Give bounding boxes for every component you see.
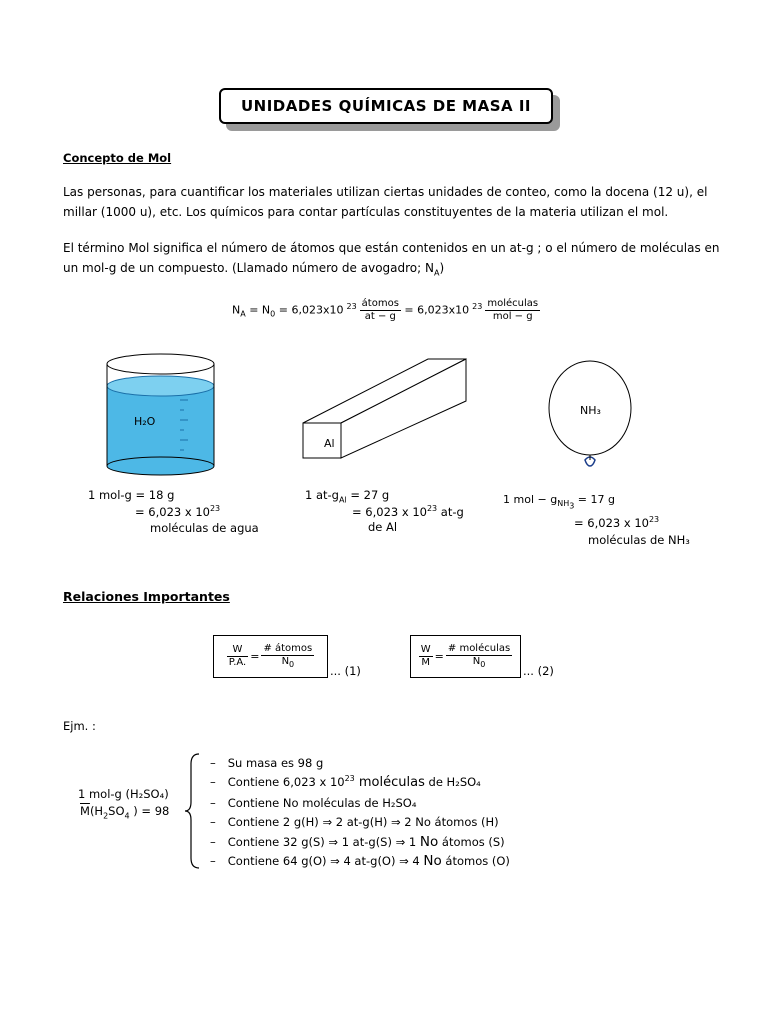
item-dash: – (210, 815, 216, 829)
water-caption-line2 (135, 504, 220, 519)
paragraph-mol-definition (63, 238, 723, 283)
item-dash: – (210, 756, 216, 770)
relation1-tag: ... (1) (330, 664, 361, 678)
page-title (219, 88, 553, 124)
example-compound: 1 mol-g (H₂SO₄) (78, 787, 169, 801)
example-item-6 (210, 853, 510, 869)
nh3-caption-sub-nh: NH (557, 499, 570, 509)
water-caption-line3: moléculas de agua (150, 521, 259, 535)
beaker-rim (107, 354, 214, 374)
nh3-caption-value: = 6,023 x 10 (574, 515, 649, 530)
relation2-left-num: W (420, 644, 431, 655)
balloon-label: NH₃ (580, 404, 601, 417)
formula-exp2: 23 (472, 301, 483, 311)
nh3-caption-molg: 1 mol − g (503, 493, 558, 506)
molar-mass-sub2: 4 (124, 811, 130, 821)
relation1-right-den-n: N (281, 655, 290, 667)
paragraph-intro: Las personas, para cuantificar los materiales utilizan ciertas unidades de conteo, como la docena (12 u), el millar (1000 u), etc. Los químicos para contar partículas constituyentes de la materia utilizan el mol. (63, 185, 708, 219)
avogadro-formula (232, 298, 540, 323)
item-text: Contiene No moléculas de H₂SO₄ (227, 796, 417, 810)
formula-frac-atomos (360, 298, 401, 323)
item-moleculas: moléculas (354, 774, 425, 790)
section-heading-relaciones: Relaciones Importantes (63, 589, 230, 604)
relation2-equals: = (434, 650, 444, 663)
molar-mass-symbol: $\overline{M}$ (80, 804, 90, 818)
relation1-left-num: W (227, 644, 249, 657)
page-title-text: UNIDADES QUÍMICAS DE MASA II (240, 97, 531, 115)
beaker-bottom (107, 457, 214, 475)
example-item-4 (210, 815, 499, 829)
relation2-right-den-sub: 0 (480, 659, 486, 669)
item-no: No (423, 853, 442, 869)
al-caption-exp: 23 (426, 504, 438, 513)
example-item-1 (210, 756, 323, 770)
paragraph-mol-end: ) (439, 261, 445, 275)
molar-mass-sub1: 2 (103, 811, 109, 821)
example-label: Ejm. : (63, 719, 96, 733)
nh3-caption-line1 (503, 493, 615, 511)
item-end: átomos (S) (438, 835, 505, 849)
item-text: Contiene 64 g(O) ⇒ 4 at-g(O) ⇒ 4 (227, 854, 424, 868)
formula-na: N (232, 303, 241, 317)
item-text: Contiene 6,023 x 10 (227, 774, 345, 789)
nh3-caption-sub-3: 3 (569, 501, 575, 511)
al-caption-value: = 6,023 x 10 (352, 504, 427, 519)
relation2-tag: ... (2) (523, 664, 554, 678)
formula-exp1: 23 (346, 301, 357, 311)
relation1-right-num: # átomos (263, 642, 313, 654)
formula-n0-sub: 0 (270, 309, 276, 319)
frac-moleculas-den: mol − g (492, 311, 533, 322)
item-dash: – (210, 835, 216, 849)
item-dash: – (210, 774, 216, 789)
water-caption-exp: 23 (209, 504, 221, 513)
paragraph-mol-text: El término Mol significa el número de átomos que están contenidos en un at-g ; o el número de moléculas en un mol-g de un compuesto. (Llamado número de avogadro; N (63, 241, 720, 275)
relation2-right-den (446, 656, 512, 671)
nh3-caption-sub (557, 499, 575, 511)
nh3-caption-line2 (574, 515, 659, 530)
example-molar-mass (80, 804, 169, 820)
water-caption-value: = 6,023 x 10 (135, 504, 210, 519)
water-surface (107, 376, 214, 396)
item-dash: – (210, 854, 216, 868)
item-compound: de H₂SO₄ (424, 774, 481, 789)
relation2-left-den (419, 657, 433, 669)
frac-moleculas-num: moléculas (487, 298, 539, 309)
al-caption-line3: de Al (368, 520, 398, 534)
al-caption-line2 (352, 504, 464, 519)
item-text: Contiene 2 g(H) ⇒ 2 at-g(H) ⇒ 2 No átomos (H) (227, 815, 499, 829)
nh3-caption-line3: moléculas de NH₃ (588, 533, 690, 547)
item-no: No (419, 834, 439, 850)
frac-atomos-den: at − g (364, 311, 396, 322)
block-label: Al (324, 437, 335, 450)
item-text: Contiene 32 g(S) ⇒ 1 at-g(S) ⇒ 1 (227, 835, 420, 849)
relation1-right-frac (261, 643, 314, 671)
relation2-right-den-n: N (472, 655, 481, 667)
relation1-right-den (261, 656, 314, 671)
frac-atomos-num: átomos (361, 298, 399, 309)
nh3-caption-mass: = 17 g (574, 493, 615, 506)
block-front-face (303, 423, 341, 458)
section-heading-concepto: Concepto de Mol (63, 151, 172, 165)
curly-brace-icon (183, 752, 203, 870)
item-dash: – (210, 796, 216, 810)
relation1-equals: = (250, 650, 260, 663)
relation-box-molecules (410, 635, 521, 678)
nh3-caption-exp: 23 (648, 515, 660, 524)
item-text: Su masa es 98 g (227, 756, 324, 770)
relation2-left-den-m: M (421, 657, 431, 668)
al-caption-atg: 1 at-g (305, 488, 339, 502)
relation1-right-den-sub: 0 (289, 659, 295, 669)
al-caption-line1 (305, 488, 389, 504)
molar-mass-h: (H (89, 804, 104, 818)
beaker-illustration (100, 350, 222, 478)
formula-eq2: = 6,023x10 (275, 303, 344, 317)
relation-box-atoms (213, 635, 328, 678)
formula-na-sub: A (240, 309, 246, 319)
formula-frac-moleculas (485, 298, 540, 323)
example-item-5 (210, 834, 505, 850)
water-fill (107, 386, 214, 466)
molar-mass-value: ) = 98 (129, 804, 170, 818)
al-caption-mass: = 27 g (346, 488, 390, 502)
avogadro-subscript: A (433, 268, 440, 278)
molar-mass-so: SO (108, 804, 125, 818)
relation1-left-frac (227, 644, 249, 669)
al-caption-unit: at-g (437, 504, 464, 519)
item-exp: 23 (344, 774, 355, 783)
example-item-2 (210, 774, 481, 790)
relation2-right-num: # moléculas (447, 642, 511, 654)
beaker-label: H₂O (134, 415, 156, 428)
formula-eq3: = 6,023x10 (400, 303, 470, 317)
relation2-right-frac (446, 643, 512, 671)
item-end: átomos (O) (441, 854, 510, 868)
al-caption-sub: Al (338, 495, 347, 505)
example-item-3 (210, 796, 416, 810)
relation1-left-den: P.A. (228, 657, 247, 668)
relation2-left-frac (419, 644, 433, 669)
formula-eq1: = N (245, 303, 271, 317)
water-caption-line1: 1 mol-g = 18 g (88, 488, 175, 502)
